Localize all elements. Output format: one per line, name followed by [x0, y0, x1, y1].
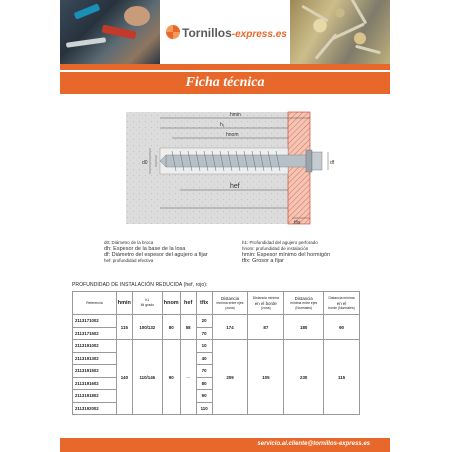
- anchor-installation-diagram: [120, 108, 340, 228]
- cell-dist-sep: 209: [212, 340, 248, 415]
- brand-name: Tornillos: [182, 26, 232, 40]
- cell-h1: 100/132: [132, 315, 162, 340]
- dim-hnom: hnom: [226, 132, 239, 138]
- cell-hef: 58: [180, 315, 196, 340]
- legend-left-column: [104, 240, 208, 264]
- ref-code: 2113192002: [73, 402, 117, 415]
- header-dist-sep: Distancia mínima entre ejes (zona): [212, 292, 248, 315]
- header-hnom: hnom: [162, 292, 180, 315]
- header-tfix: tfix: [196, 292, 212, 315]
- cell-hnom: 80: [162, 315, 180, 340]
- legend-right-column: [242, 240, 330, 264]
- legend-item: d0: Diámetro de la broca: [104, 240, 154, 245]
- cell-hmin: 115: [116, 315, 132, 340]
- specs-table: [72, 291, 360, 415]
- specs-table-section: [72, 282, 372, 415]
- cell-tfix: 70: [196, 327, 212, 340]
- header-dist-edge: Distancia mínima en el borde (zona): [248, 292, 284, 315]
- dim-hmin: hmin: [230, 112, 241, 118]
- legend-item: hmin: Espesor mínimo del hormigón: [242, 252, 331, 258]
- dim-d0: d0: [142, 160, 148, 166]
- cell-dist-sep-normal: 230: [284, 340, 324, 415]
- ref-code: 2113191002: [73, 340, 117, 353]
- cell-hnom: 90: [162, 340, 180, 415]
- dim-hef: hef: [230, 183, 240, 190]
- cell-tfix: 80: [196, 377, 212, 390]
- header-ref: Referencia: [73, 292, 117, 315]
- cell-hef: —: [180, 340, 196, 415]
- cell-h1: 110/146: [132, 340, 162, 415]
- ref-code: 2113191302: [73, 352, 117, 365]
- cell-hmin: 140: [116, 340, 132, 415]
- table-row: [73, 315, 360, 328]
- header-dist-sep-normal: Distancia mínima entre ejes (Normales): [284, 292, 324, 315]
- logo-icon: [166, 25, 180, 39]
- dim-tfix: tfix: [294, 220, 301, 226]
- legend-item: h1: Profundidad del agujero perforado: [242, 240, 318, 245]
- header-h1: h1 Mí grado: [132, 292, 162, 315]
- table-caption: PROFUNDIDAD DE INSTALACIÓN REDUCIDA (hef, rojo):: [72, 282, 208, 288]
- cell-dist-edge-normal: 115: [324, 340, 360, 415]
- table-row: [73, 340, 360, 353]
- cell-dist-edge-normal: 90: [324, 315, 360, 340]
- header-banner: [60, 0, 390, 70]
- cell-tfix: 40: [196, 352, 212, 365]
- table-header-row: [73, 292, 360, 315]
- ref-code: 2113171002: [73, 315, 117, 328]
- tools-photo: [60, 0, 160, 64]
- cell-tfix: 10: [196, 340, 212, 353]
- ref-code: 2113191802: [73, 390, 117, 403]
- header-hmin: hmin: [116, 292, 132, 315]
- brand-logo[interactable]: [160, 0, 290, 64]
- footer-bar: [60, 438, 390, 452]
- legend-item: hef: profundidad efectiva: [104, 258, 154, 263]
- diagram-legend: [104, 240, 364, 274]
- ref-code: 2113191602: [73, 377, 117, 390]
- cell-tfix: 20: [196, 315, 212, 328]
- legend-item: df: Diámetro del espesor del agujero a fijar: [104, 252, 208, 258]
- cell-dist-sep: 174: [212, 315, 248, 340]
- header-hef: hef: [180, 292, 196, 315]
- cell-tfix: 110: [196, 402, 212, 415]
- ref-code: 2113191502: [73, 365, 117, 378]
- legend-item: hnom: profundidad de instalación: [242, 246, 309, 251]
- header-dist-edge-normal: Distancia mínima en el borde (Normales): [324, 292, 360, 315]
- legend-item: dh: Espesor de la base de la losa: [104, 246, 186, 252]
- page-title: Ficha técnica: [185, 75, 265, 90]
- legend-item: tfix: Grosor a fijar: [242, 258, 284, 264]
- cell-tfix: 90: [196, 390, 212, 403]
- screws-photo: [290, 0, 390, 64]
- brand-domain: -express.es: [231, 29, 287, 40]
- dim-h1: h₁: [220, 122, 225, 128]
- page-title-band: [60, 72, 390, 94]
- cell-dist-edge: 105: [248, 340, 284, 415]
- dim-df: df: [330, 160, 335, 166]
- cell-dist-sep-normal: 180: [284, 315, 324, 340]
- cell-tfix: 70: [196, 365, 212, 378]
- cell-dist-edge: 87: [248, 315, 284, 340]
- ref-code: 2113171502: [73, 327, 117, 340]
- contact-email-link[interactable]: servicio.al.cliente@tornillos-express.es: [257, 441, 370, 447]
